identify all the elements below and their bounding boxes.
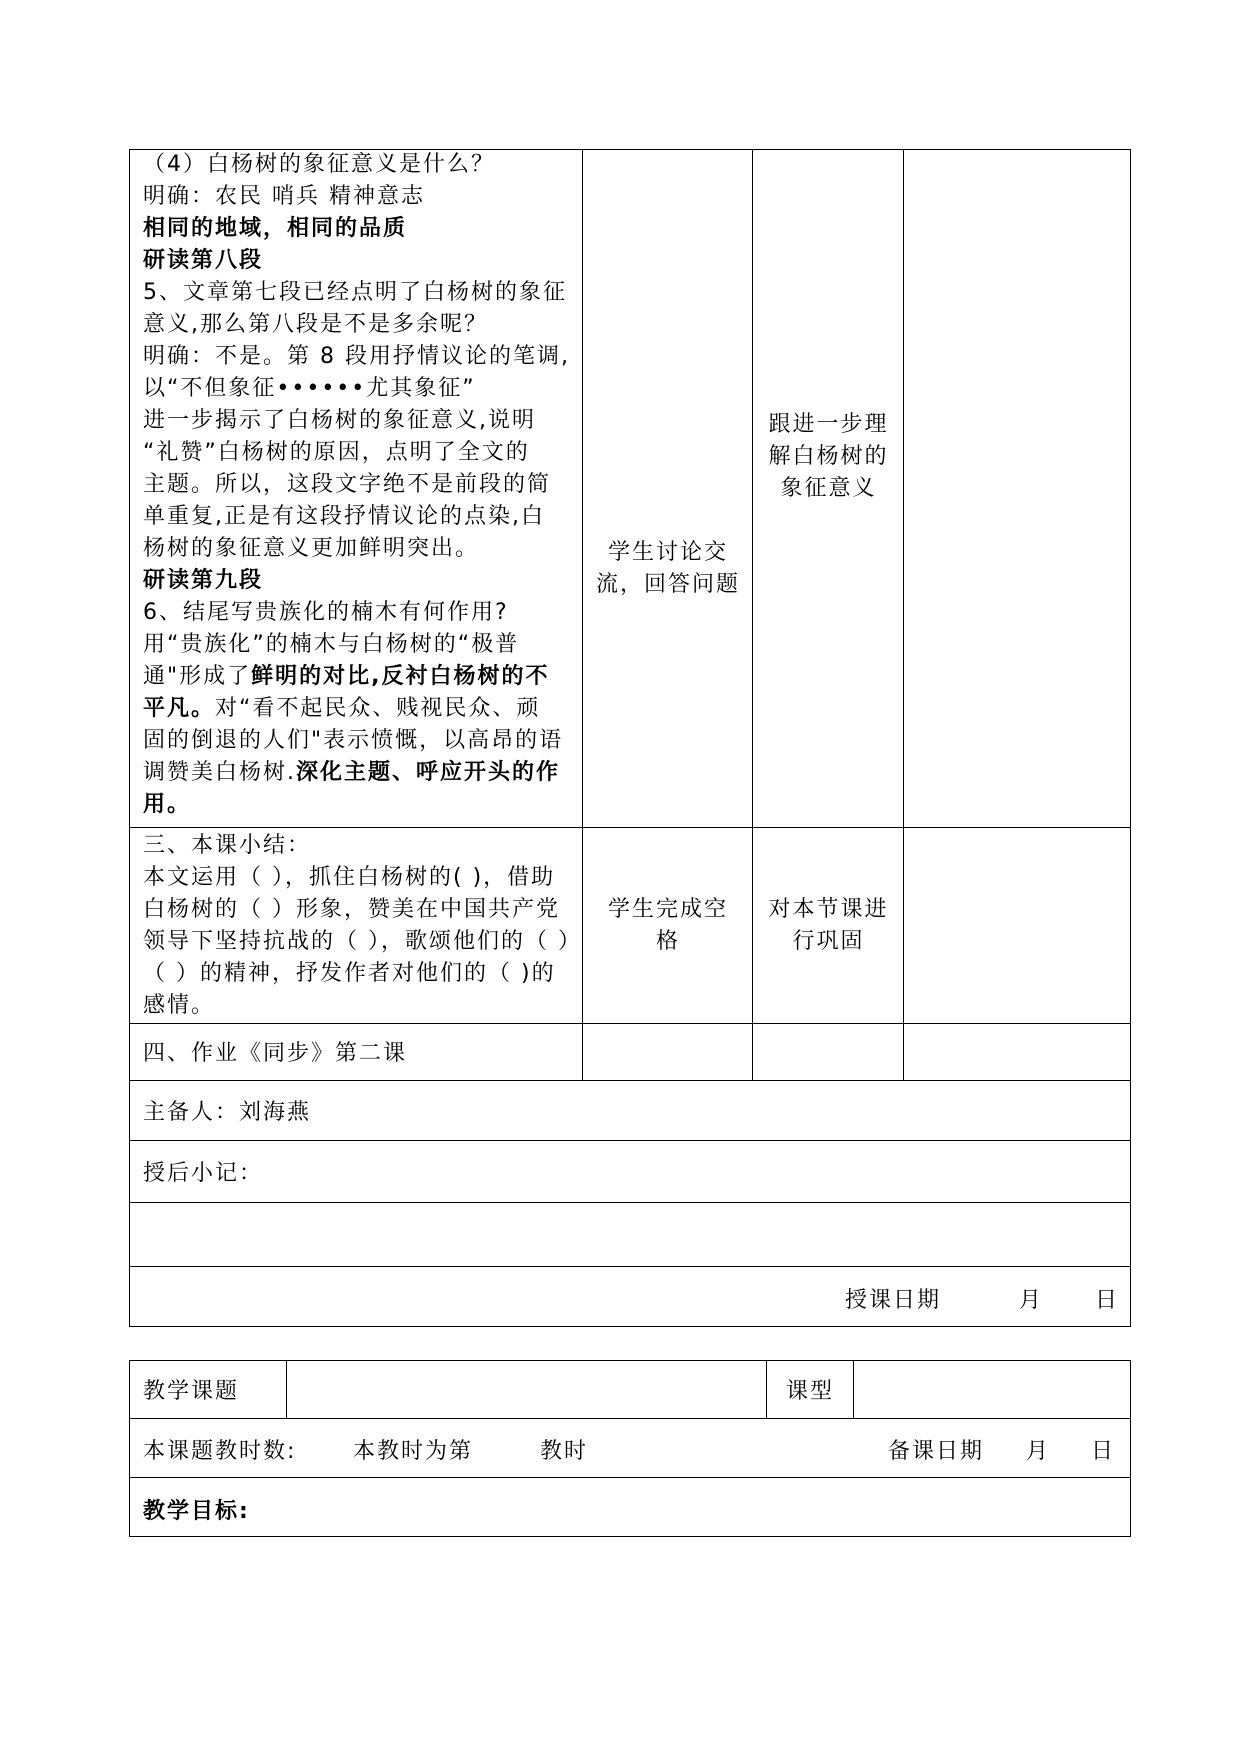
content-text: 明确：不是。第 8 段用抒情议论的笔调, <box>143 344 570 369</box>
content-text: 固的倒退的人们"表示愤慨，以高昂的语 <box>143 728 564 753</box>
preparer-text: 主备人：刘海燕 <box>143 1100 312 1125</box>
design-intent-cell <box>756 409 901 505</box>
content-line <box>143 309 579 341</box>
content-line <box>143 725 579 757</box>
teaching-date-label: 授课日期 <box>845 1288 942 1313</box>
row-divider <box>129 1023 1131 1024</box>
month-label: 月 <box>1026 1439 1051 1464</box>
lesson-summary-cell <box>143 830 582 1022</box>
content-line <box>143 149 579 181</box>
design-intent-line: 跟进一步理 <box>768 412 889 437</box>
content-line <box>143 181 579 213</box>
row-divider <box>129 1202 1131 1203</box>
day-label: 日 <box>1095 1288 1120 1313</box>
content-text: 深化主题、呼应开头的作 <box>296 760 561 785</box>
content-line <box>143 437 579 469</box>
content-text: 意义,那么第八段是不是多余呢？ <box>143 312 488 337</box>
content-line <box>143 501 579 533</box>
row-divider <box>129 1266 1131 1267</box>
this-hour-label: 本教时为第 <box>353 1439 474 1464</box>
content-line <box>143 277 579 309</box>
design-intent-line: 解白杨树的 <box>768 444 889 469</box>
content-line <box>143 533 579 565</box>
summary-line: 感情。 <box>143 993 216 1018</box>
content-line <box>143 693 579 725</box>
student-activity-line: 格 <box>655 929 680 954</box>
content-text: （4）白杨树的象征意义是什么？ <box>143 152 495 177</box>
summary-line: 三、本课小结： <box>143 833 312 858</box>
lesson-hours-label: 本课题教时数: <box>143 1439 297 1464</box>
content-line <box>143 629 579 661</box>
lesson-content-cell <box>143 149 579 821</box>
after-class-notes-label: 授后小记： <box>143 1161 264 1186</box>
design-intent-line: 对本节课进 <box>768 897 889 922</box>
content-text: 杨树的象征意义更加鲜明突出。 <box>143 536 480 561</box>
lesson-topic-label: 教学课题 <box>143 1379 240 1404</box>
content-text: 研读第八段 <box>143 248 264 273</box>
content-text: 用。 <box>143 792 192 817</box>
content-text: 调赞美白杨树. <box>143 760 296 785</box>
content-text: 相同的地域，相同的品质 <box>143 216 408 241</box>
content-line <box>143 789 579 821</box>
student-activity-line: 学生完成空 <box>607 897 728 922</box>
lesson-type-label: 课型 <box>786 1379 835 1404</box>
content-text: 研读第九段 <box>143 568 264 593</box>
hour-unit-label: 教时 <box>540 1439 589 1464</box>
summary-line: 白杨树的（ ）形象，赞美在中国共产党 <box>143 897 560 922</box>
design-intent-line: 行巩固 <box>792 929 865 954</box>
day-label: 日 <box>1091 1439 1116 1464</box>
student-activity-line: 流，回答问题 <box>595 572 740 597</box>
content-text: 单重复,正是有这段抒情议论的点染,白 <box>143 504 545 529</box>
column-divider <box>286 1360 287 1418</box>
content-line <box>143 373 579 405</box>
column-divider <box>853 1360 854 1418</box>
content-line <box>143 661 579 693</box>
content-text: 主题。所以，这段文字绝不是前段的简 <box>143 472 552 497</box>
content-text: 以“不但象征••••••尤其象征” <box>143 376 476 401</box>
content-line <box>143 213 579 245</box>
content-text: 鲜明的对比,反衬白杨树的不 <box>251 664 550 689</box>
content-text: “礼赞”白杨树的原因，点明了全文的 <box>143 440 530 465</box>
content-line <box>143 565 579 597</box>
student-activity-line: 学生讨论交 <box>607 540 728 565</box>
content-line <box>143 405 579 437</box>
content-text: 平凡。 <box>143 696 216 721</box>
row-divider <box>129 1080 1131 1081</box>
column-divider <box>903 149 904 1080</box>
summary-line: 领导下坚持抗战的（ ），歌颂他们的（ ） <box>143 929 582 954</box>
column-divider <box>766 1360 767 1418</box>
content-line <box>143 341 579 373</box>
prep-date-label: 备课日期 <box>888 1439 985 1464</box>
column-divider <box>582 149 583 1080</box>
month-label: 月 <box>1019 1288 1044 1313</box>
content-line <box>143 757 579 789</box>
row-divider <box>129 1477 1131 1478</box>
content-text: 用“贵族化”的楠木与白杨树的“极普 <box>143 632 520 657</box>
content-line <box>143 597 579 629</box>
design-intent-cell <box>756 894 901 958</box>
content-text: 对“看不起民众、贱视民众、顽 <box>215 696 541 721</box>
content-line <box>143 245 579 277</box>
content-text: 通"形成了 <box>143 664 252 689</box>
homework-text: 四、作业《同步》第二课 <box>143 1041 408 1066</box>
student-activity-cell <box>586 894 750 958</box>
row-divider <box>129 827 1131 828</box>
teaching-goals-label: 教学目标: <box>143 1499 250 1524</box>
content-text: 明确：农民 哨兵 精神意志 <box>143 184 425 209</box>
row-divider <box>129 1418 1131 1419</box>
design-intent-line: 象征意义 <box>780 476 877 501</box>
content-line <box>143 469 579 501</box>
content-text: 5、文章第七段已经点明了白杨树的象征 <box>143 280 567 305</box>
summary-line: 本文运用（ ），抓住白杨树的( )，借助 <box>143 865 556 890</box>
row-divider <box>129 1140 1131 1141</box>
column-divider <box>752 149 753 1080</box>
student-activity-cell <box>586 537 750 601</box>
content-text: 进一步揭示了白杨树的象征意义,说明 <box>143 408 536 433</box>
content-text: 6、结尾写贵族化的楠木有何作用? <box>143 600 509 625</box>
summary-line: （ ）的精神，抒发作者对他们的（ )的 <box>143 961 556 986</box>
